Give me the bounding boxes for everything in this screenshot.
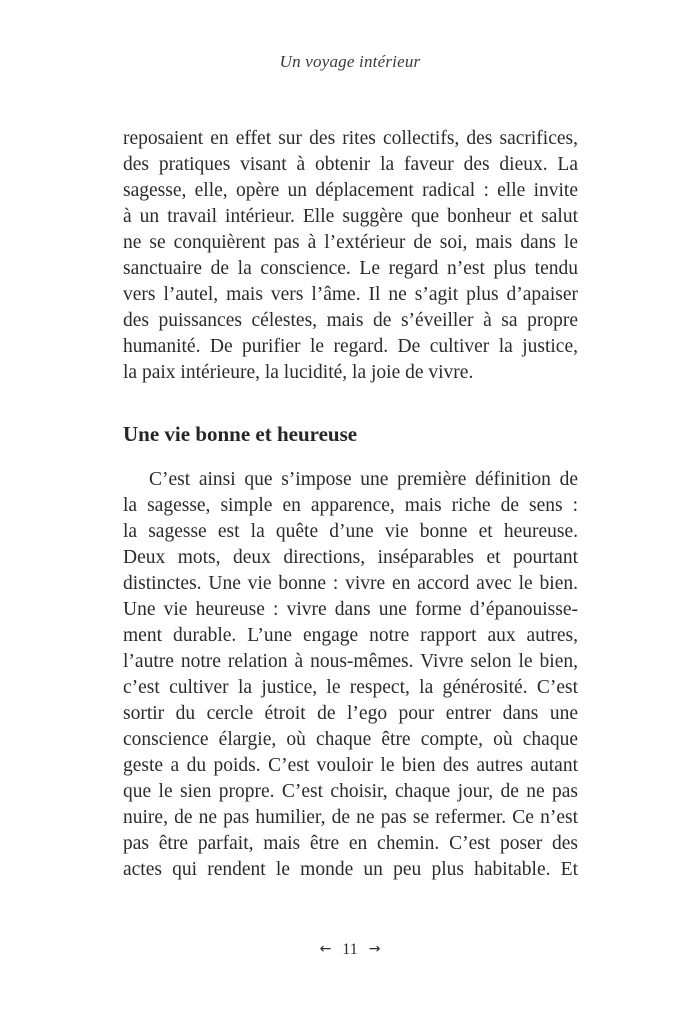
text-line: Une vie heureuse : vivre dans une forme d’épanouisse- <box>123 599 578 620</box>
text-line: des pratiques visant à obtenir la faveur des dieux. La <box>123 154 578 175</box>
text-line: nuire, de ne pas humilier, de ne pas se refermer. Ce n’est <box>123 807 578 828</box>
running-head: Un voyage intérieur <box>279 52 421 71</box>
section-heading: Une vie bonne et heureuse <box>123 422 358 446</box>
text-line: sortir du cercle étroit de l’ego pour entrer dans une <box>123 703 578 724</box>
text-line: actes qui rendent le monde un peu plus habitable. Et <box>123 859 578 880</box>
text-line: la sagesse est la quête d’une vie bonne et heureuse. <box>123 521 578 542</box>
text-line: la paix intérieure, la lucidité, la joie de vivre. <box>123 362 474 383</box>
text-line: pas être parfait, mais être en chemin. C’est poser des <box>123 833 578 854</box>
page-body <box>123 126 578 883</box>
text-line: que le sien propre. C’est choisir, chaque jour, de ne pas <box>123 781 578 802</box>
text-line: sanctuaire de la conscience. Le regard n’est plus tendu <box>123 258 578 279</box>
text-line: conscience élargie, où chaque être compte, où chaque <box>123 729 578 750</box>
text-line: ne se conquièrent pas à l’extérieur de soi, mais dans le <box>123 232 578 253</box>
text-line: sagesse, elle, opère un déplacement radical : elle invite <box>123 180 578 201</box>
text-line: c’est cultiver la justice, le respect, la générosité. C’est <box>123 677 578 698</box>
text-line: distinctes. Une vie bonne : vivre en accord avec le bien. <box>123 573 578 594</box>
page-folio <box>0 941 700 959</box>
text-line: humanité. De purifier le regard. De cultiver la justice, <box>123 336 578 357</box>
text-line: C’est ainsi que s’impose une première définition de <box>149 469 578 490</box>
paragraph-2 <box>123 467 578 883</box>
left-arrow-icon: ← <box>319 941 332 957</box>
text-line: ment durable. L’une engage notre rapport aux autres, <box>123 625 578 646</box>
text-line: vers l’autel, mais vers l’âme. Il ne s’agit plus d’apaiser <box>123 284 578 305</box>
text-line: des puissances célestes, mais de s’éveiller à sa propre <box>123 310 578 331</box>
page-number: 11 <box>342 941 358 958</box>
paragraph-1 <box>123 126 578 386</box>
text-line: reposaient en effet sur des rites collectifs, des sacrifices, <box>123 128 578 149</box>
text-line: geste a du poids. C’est vouloir le bien des autres autant <box>123 755 578 776</box>
text-line: la sagesse, simple en apparence, mais riche de sens : <box>123 495 578 516</box>
right-arrow-icon: → <box>368 941 381 957</box>
text-line: à un travail intérieur. Elle suggère que bonheur et salut <box>123 206 578 227</box>
text-line: l’autre notre relation à nous-mêmes. Vivre selon le bien, <box>123 651 578 672</box>
text-line: Deux mots, deux directions, inséparables et pourtant <box>123 547 578 568</box>
